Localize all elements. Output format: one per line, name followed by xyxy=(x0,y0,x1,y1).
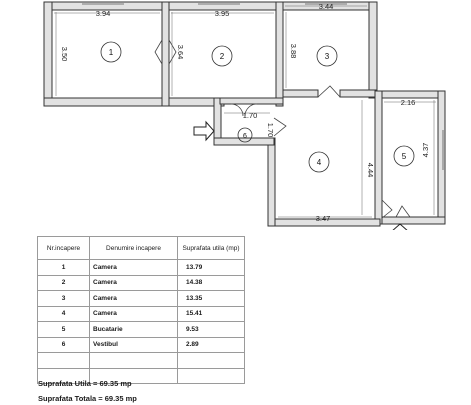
table-row xyxy=(38,291,245,307)
door-room5 xyxy=(382,200,392,218)
door-room5-b xyxy=(396,206,410,217)
header-area: Suprafata utila (mp) xyxy=(178,237,245,260)
cell-name: Bucatarie xyxy=(90,322,178,338)
door-room3 xyxy=(318,86,340,97)
wall-bottom-room3b xyxy=(340,90,377,97)
room-label-4: 4 xyxy=(316,158,322,167)
door-2-3 xyxy=(169,40,176,64)
room-label-2: 2 xyxy=(219,52,225,61)
dim-364: 3.64 xyxy=(176,44,185,60)
cell-area: 13.79 xyxy=(178,260,245,276)
wall-divider-4-5 xyxy=(375,91,382,224)
cell-nr: 4 xyxy=(38,306,90,322)
dim-394: 3.94 xyxy=(95,9,111,18)
room-label-1: 1 xyxy=(108,48,114,57)
wall-room2-bottom-right xyxy=(220,98,283,104)
dim-216: 2.16 xyxy=(400,98,416,107)
dim-170v: 1.70 xyxy=(266,122,275,138)
door-vestibule xyxy=(231,104,243,116)
table-row xyxy=(38,260,245,276)
cell-area: 13.35 xyxy=(178,291,245,307)
header-nr: Nr.incapere xyxy=(38,237,90,260)
dim-170h: 1.70 xyxy=(242,111,258,120)
wall-right-room3 xyxy=(369,2,377,98)
cell-nr: 3 xyxy=(38,291,90,307)
cell-name: Camera xyxy=(90,306,178,322)
header-name: Denumire incapere xyxy=(90,237,178,260)
total-area: Suprafata Totala = 69.35 mp xyxy=(38,394,137,403)
cell-nr: 5 xyxy=(38,322,90,338)
table-row xyxy=(38,275,245,291)
wall-divider-2-3 xyxy=(276,2,283,106)
wall-left-room4 xyxy=(268,138,275,226)
dim-347: 3.47 xyxy=(315,214,331,223)
wall-vestibule-left xyxy=(214,98,221,143)
dim-444: 4.44 xyxy=(366,162,375,178)
table-row xyxy=(38,322,245,338)
room-label-6: 6 xyxy=(243,133,247,140)
wall-right-room5 xyxy=(438,91,445,224)
cell-nr: 2 xyxy=(38,275,90,291)
table-header-row xyxy=(38,237,245,260)
cell-area: 14.38 xyxy=(178,275,245,291)
door-1-2 xyxy=(155,40,162,64)
entrance-arrow-kitchen xyxy=(391,224,409,230)
table-row-empty xyxy=(38,353,245,369)
rooms-table xyxy=(37,236,245,384)
cell-nr: 1 xyxy=(38,260,90,276)
dim-344: 3.44 xyxy=(318,2,334,11)
room-label-3: 3 xyxy=(324,52,330,61)
dim-388: 3.88 xyxy=(289,43,298,59)
dim-395: 3.95 xyxy=(214,9,230,18)
table-row xyxy=(38,306,245,322)
wall-bottom-room3 xyxy=(278,90,318,97)
entrance-arrow-vestibule xyxy=(194,122,214,140)
cell-area: 9.53 xyxy=(178,322,245,338)
cell-area: 15.41 xyxy=(178,306,245,322)
wall-left xyxy=(44,2,52,106)
room-label-5: 5 xyxy=(401,152,407,161)
wall-divider-1-2 xyxy=(162,2,169,106)
wall-top-room5 xyxy=(375,91,445,98)
dim-350: 3.50 xyxy=(60,46,69,62)
cell-name: Vestibul xyxy=(90,337,178,353)
cell-nr: 6 xyxy=(38,337,90,353)
cell-name: Camera xyxy=(90,291,178,307)
cell-area: 2.89 xyxy=(178,337,245,353)
wall-bottom-left xyxy=(44,98,224,106)
wall-bottom-room5 xyxy=(375,217,445,224)
cell-name: Camera xyxy=(90,260,178,276)
cell-name: Camera xyxy=(90,275,178,291)
table-row xyxy=(38,337,245,353)
dim-437: 4.37 xyxy=(421,142,430,158)
total-usable-area: Suprafata Utila = 69.35 mp xyxy=(38,379,132,388)
rooms-table-wrap xyxy=(37,236,244,384)
